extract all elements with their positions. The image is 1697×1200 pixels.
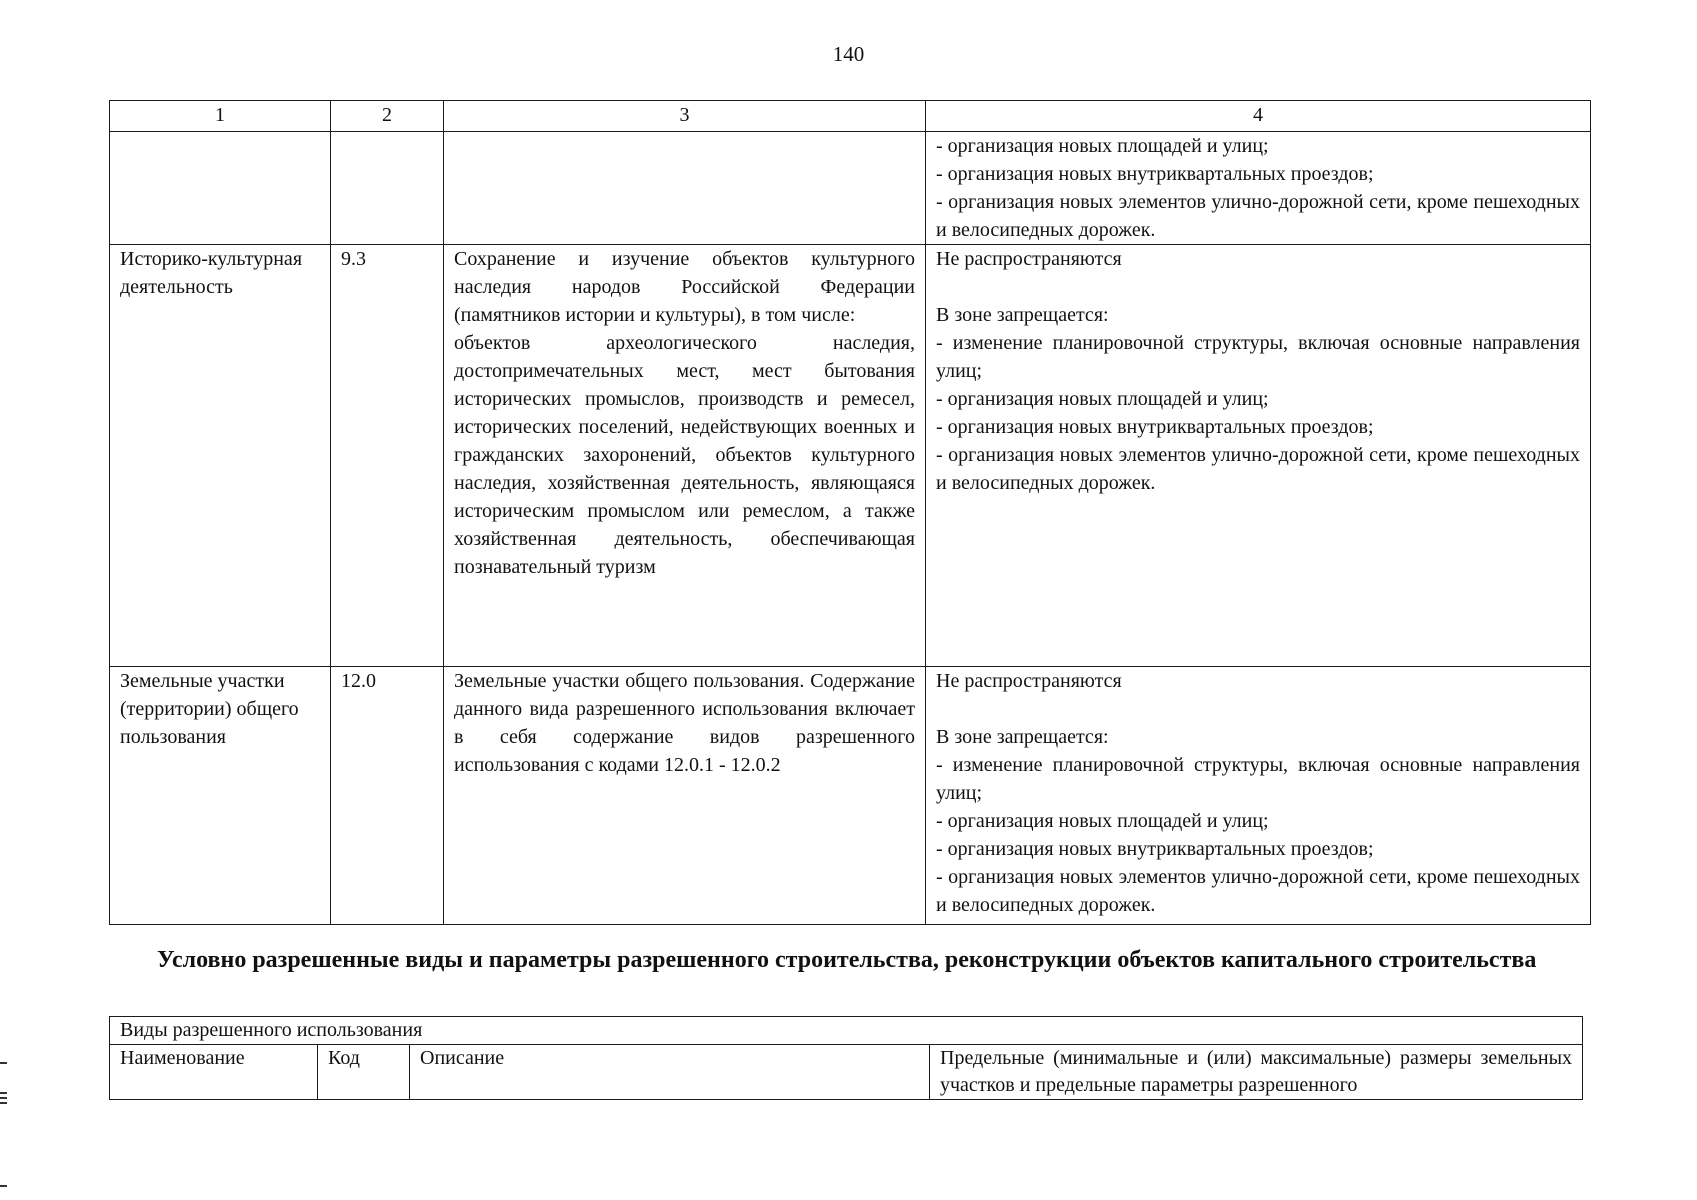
scan-margin-mark bbox=[0, 1185, 7, 1187]
column-header-limits: Предельные (минимальные и (или) максимальные) размеры земельных участков и предельные параметры разрешенного bbox=[930, 1045, 1583, 1100]
not-applicable-text: Не распространяются bbox=[936, 670, 1122, 692]
restriction-item: - организация новых площадей и улиц; bbox=[936, 135, 1269, 157]
restriction-item: - организация новых элементов улично-дорожной сети, кроме пешеходных и велосипедных дорожек. bbox=[936, 191, 1580, 241]
restrictions-cell bbox=[926, 132, 1591, 245]
column-header-1: 1 bbox=[110, 101, 331, 132]
not-applicable-text: Не распространяются bbox=[936, 248, 1122, 270]
code-cell bbox=[331, 132, 444, 245]
page-number: 140 bbox=[832, 42, 865, 66]
conditional-uses-table bbox=[109, 1016, 1583, 1100]
section-title: Условно разрешенные виды и параметры разрешенного строительства, реконструкции объектов капитального строительства bbox=[157, 947, 1537, 973]
use-name: Земельные участки (территории) общего пользования bbox=[110, 667, 331, 925]
restriction-item: - организация новых внутриквартальных проездов; bbox=[936, 416, 1374, 438]
restrictions-cell bbox=[926, 667, 1591, 925]
restriction-item: - организация новых элементов улично-дорожной сети, кроме пешеходных и велосипедных дорожек. bbox=[936, 866, 1580, 916]
column-header-name: Наименование bbox=[110, 1045, 318, 1100]
scan-margin-mark bbox=[0, 1102, 7, 1104]
use-description bbox=[444, 245, 926, 667]
restriction-item: - изменение планировочной структуры, включая основные направления улиц; bbox=[936, 332, 1580, 382]
use-name: Историко-культурная деятельность bbox=[110, 245, 331, 667]
restrictions-cell bbox=[926, 245, 1591, 667]
column-header-4: 4 bbox=[926, 101, 1591, 132]
use-description: Земельные участки общего пользования. Содержание данного вида разрешенного использования включает в себя содержание видов разрешенного использования с кодами 12.0.1 - 12.0.2 bbox=[444, 667, 926, 925]
column-header-2: 2 bbox=[331, 101, 444, 132]
description-text-2: объектов археологического наследия, достопримечательных мест, мест бытования исторических промыслов, производств и ремесел, исторических поселений, недействующих военных и гражданских захоронений, объектов культурного наследия, хозяйственная деятельность, являющаяся историческим промыслом или ремеслом, а также хозяйственная деятельность, обеспечивающая познавательный туризм bbox=[454, 332, 915, 578]
group-header: Виды разрешенного использования bbox=[110, 1017, 1583, 1045]
table-row-continuation bbox=[110, 132, 1591, 245]
restriction-item: - организация новых внутриквартальных проездов; bbox=[936, 838, 1374, 860]
prohibited-title: В зоне запрещается: bbox=[936, 304, 1109, 326]
name-cell bbox=[110, 132, 331, 245]
description-text: Сохранение и изучение объектов культурного наследия народов Российской Федерации (памятников истории и культуры), в том числе: bbox=[454, 248, 915, 326]
column-header-3: 3 bbox=[444, 101, 926, 132]
column-header-description: Описание bbox=[410, 1045, 930, 1100]
regulations-table bbox=[109, 100, 1591, 925]
scan-margin-mark bbox=[0, 1097, 7, 1099]
group-header-row bbox=[110, 1017, 1583, 1045]
use-code: 9.3 bbox=[331, 245, 444, 667]
description-cell bbox=[444, 132, 926, 245]
restriction-item: - организация новых элементов улично-дорожной сети, кроме пешеходных и велосипедных дорожек. bbox=[936, 444, 1580, 494]
table-header-row bbox=[110, 1045, 1583, 1100]
prohibited-title: В зоне запрещается: bbox=[936, 726, 1109, 748]
table-row bbox=[110, 245, 1591, 667]
restriction-item: - организация новых внутриквартальных проездов; bbox=[936, 163, 1374, 185]
scan-margin-mark bbox=[0, 1092, 7, 1094]
restriction-item: - организация новых площадей и улиц; bbox=[936, 810, 1269, 832]
scan-margin-mark bbox=[0, 1062, 7, 1064]
restriction-item: - организация новых площадей и улиц; bbox=[936, 388, 1269, 410]
table-row bbox=[110, 667, 1591, 925]
table-header-row bbox=[110, 101, 1591, 132]
restriction-item: - изменение планировочной структуры, включая основные направления улиц; bbox=[936, 754, 1580, 804]
use-code: 12.0 bbox=[331, 667, 444, 925]
column-header-code: Код bbox=[318, 1045, 410, 1100]
